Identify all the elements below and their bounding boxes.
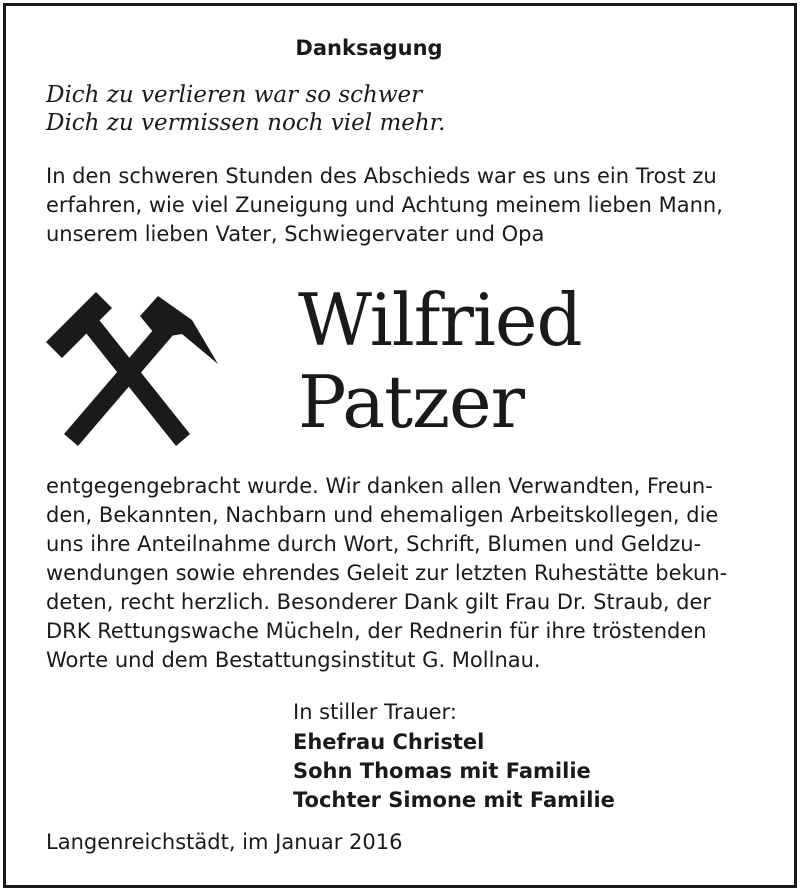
thanks-line-6: DRK Rettungswache Mücheln, der Rednerin für ihre tröstenden (46, 619, 707, 643)
intro-line-1: In den schweren Stunden des Abschieds war es uns ein Trost zu (46, 164, 717, 188)
thanks-line-3: uns ihre Anteilnahme durch Wort, Schrift, Blumen und Geldzu- (46, 532, 702, 556)
deceased-first-name: Wilfried (298, 278, 582, 362)
verse-line-2: Dich zu vermissen noch viel mehr. (46, 110, 446, 136)
thanks-line-5: deten, recht herzlich. Besonderer Dank gilt Frau Dr. Straub, der (46, 590, 712, 614)
thanks-line-1: entgegengebracht wurde. Wir danken allen Verwandten, Freun- (46, 474, 713, 498)
deceased-last-name: Patzer (298, 360, 525, 444)
thanks-line-7: Worte und dem Bestattungsinstitut G. Mollnau. (46, 648, 541, 672)
thanks-line-4: wendungen sowie ehrendes Geleit zur letzten Ruhestätte bekun- (46, 561, 728, 585)
mourner-daughter: Tochter Simone mit Familie (293, 788, 615, 812)
verse-line-1: Dich zu verlieren war so schwer (46, 82, 423, 108)
hammer-and-pick-icon (42, 286, 220, 448)
intro-line-3: unserem lieben Vater, Schwiegervater und Opa (46, 222, 545, 246)
mourning-label: In stiller Trauer: (293, 700, 457, 724)
notice-heading: Danksagung (295, 36, 443, 60)
intro-line-2: erfahren, wie viel Zuneigung und Achtung meinem lieben Mann, (46, 193, 723, 217)
thanks-line-2: den, Bekannten, Nachbarn und ehemaligen Arbeitskollegen, die (46, 503, 719, 527)
place-and-date: Langenreichstädt, im Januar 2016 (46, 830, 403, 854)
mourner-son: Sohn Thomas mit Familie (293, 759, 591, 783)
mourner-wife: Ehefrau Christel (293, 730, 485, 754)
